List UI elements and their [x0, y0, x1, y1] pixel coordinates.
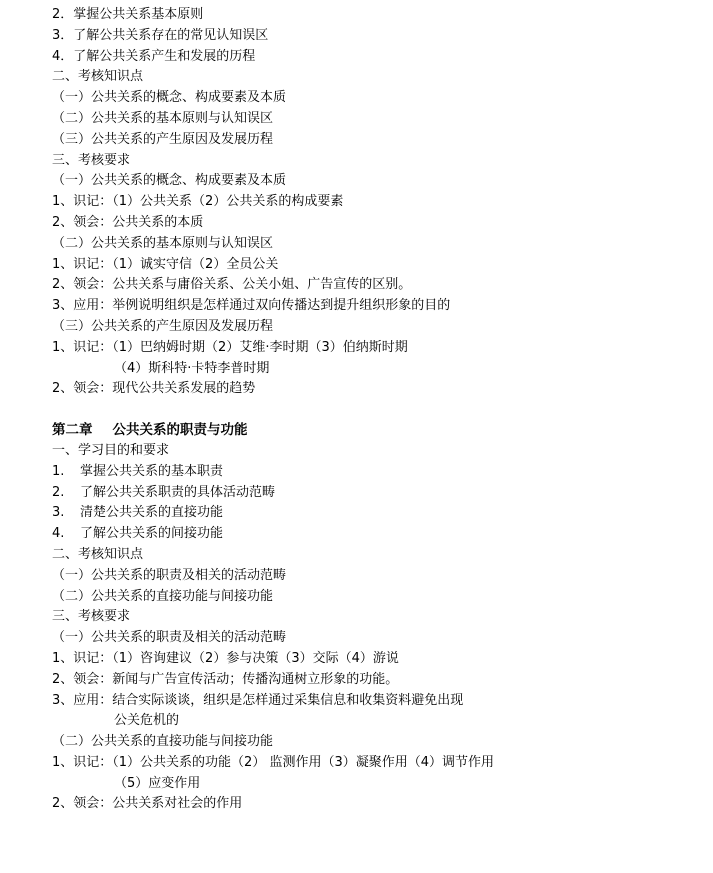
text-line: 3、应用：举例说明组织是怎样通过双向传播达到提升组织形象的目的	[52, 298, 451, 314]
text-line: 2、领会：公共关系对社会的作用	[52, 796, 243, 812]
text-line: （一）公共关系的概念、构成要素及本质	[52, 173, 287, 189]
text-line: （三）公共关系的产生原因及发展历程	[52, 318, 274, 334]
list-number: 2.	[52, 484, 65, 500]
text-line-continuation: （5）应变作用	[114, 775, 201, 791]
text-line: （三）公共关系的产生原因及发展历程	[52, 131, 274, 147]
list-item	[0, 483, 713, 504]
list-text: 了解公共关系职责的具体活动范畴	[80, 484, 276, 500]
chapter-two	[0, 420, 713, 815]
text-line: 2、领会：公共关系与庸俗关系、公关小姐、广告宣传的区别。	[52, 277, 412, 293]
section-heading: 一、学习目的和要求	[52, 442, 170, 458]
text-line: 2、领会：现代公共关系发展的趋势	[52, 381, 256, 397]
list-number: 4.	[52, 526, 65, 542]
text-line: 2、领会：新闻与广告宣传活动；传播沟通树立形象的功能。	[52, 671, 399, 687]
section-heading: 三、考核要求	[52, 152, 131, 168]
section-heading: 二、考核知识点	[52, 546, 144, 562]
text-line: （一）公共关系的职责及相关的活动范畴	[52, 630, 287, 646]
text-line: （一）公共关系的概念、构成要素及本质	[52, 90, 287, 106]
text-line: 2、领会：公共关系的本质	[52, 214, 204, 230]
text-line: （二）公共关系的直接功能与间接功能	[52, 734, 274, 750]
text-line: （二）公共关系的基本原则与认知误区	[52, 110, 274, 126]
text-line: 1、识记：（1）公共关系的功能（2） 监测作用（3）凝聚作用（4）调节作用	[52, 754, 494, 770]
list-item	[0, 503, 713, 524]
text-line: 1、识记：（1）巴纳姆时期（2）艾维·李时期（3）伯纳斯时期	[52, 339, 408, 355]
text-line: 4．了解公共关系产生和发展的历程	[52, 48, 256, 64]
text-line-continuation: 公关危机的	[114, 713, 180, 729]
text-line: 1、识记：（1）咨询建议（2）参与决策（3）交际（4）游说	[52, 650, 399, 666]
text-line: 1、识记：（1）公共关系（2）公共关系的构成要素	[52, 194, 344, 210]
document-page	[0, 5, 713, 815]
text-line: （二）公共关系的基本原则与认知误区	[52, 235, 274, 251]
text-line: 3．了解公共关系存在的常见认知误区	[52, 27, 269, 43]
section-heading: 三、考核要求	[52, 609, 131, 625]
chapter-title	[0, 420, 713, 441]
chapter-number: 第二章	[52, 422, 93, 439]
text-line: 3、应用：结合实际谈谈，组织是怎样通过采集信息和收集资料避免出现	[52, 692, 464, 708]
list-number: 3.	[52, 505, 65, 521]
section-heading: 二、考核知识点	[52, 69, 144, 85]
paragraph-spacer	[0, 400, 713, 420]
list-item	[0, 462, 713, 483]
text-line-continuation: （4）斯科特·卡特李普时期	[114, 360, 270, 376]
section-one	[0, 5, 713, 400]
list-item	[0, 524, 713, 545]
text-line: （二）公共关系的直接功能与间接功能	[52, 588, 274, 604]
text-line: （一）公共关系的职责及相关的活动范畴	[52, 567, 287, 583]
text-line: 2．掌握公共关系基本原则	[52, 7, 204, 22]
chapter-name: 公共关系的职责与功能	[112, 422, 248, 439]
text-line: 1、识记：（1）诚实守信（2）全员公关	[52, 256, 279, 272]
list-text: 掌握公共关系的基本职责	[80, 463, 224, 479]
list-text: 了解公共关系的间接功能	[80, 526, 224, 542]
list-number: 1.	[52, 463, 65, 479]
list-text: 清楚公共关系的直接功能	[80, 505, 224, 521]
